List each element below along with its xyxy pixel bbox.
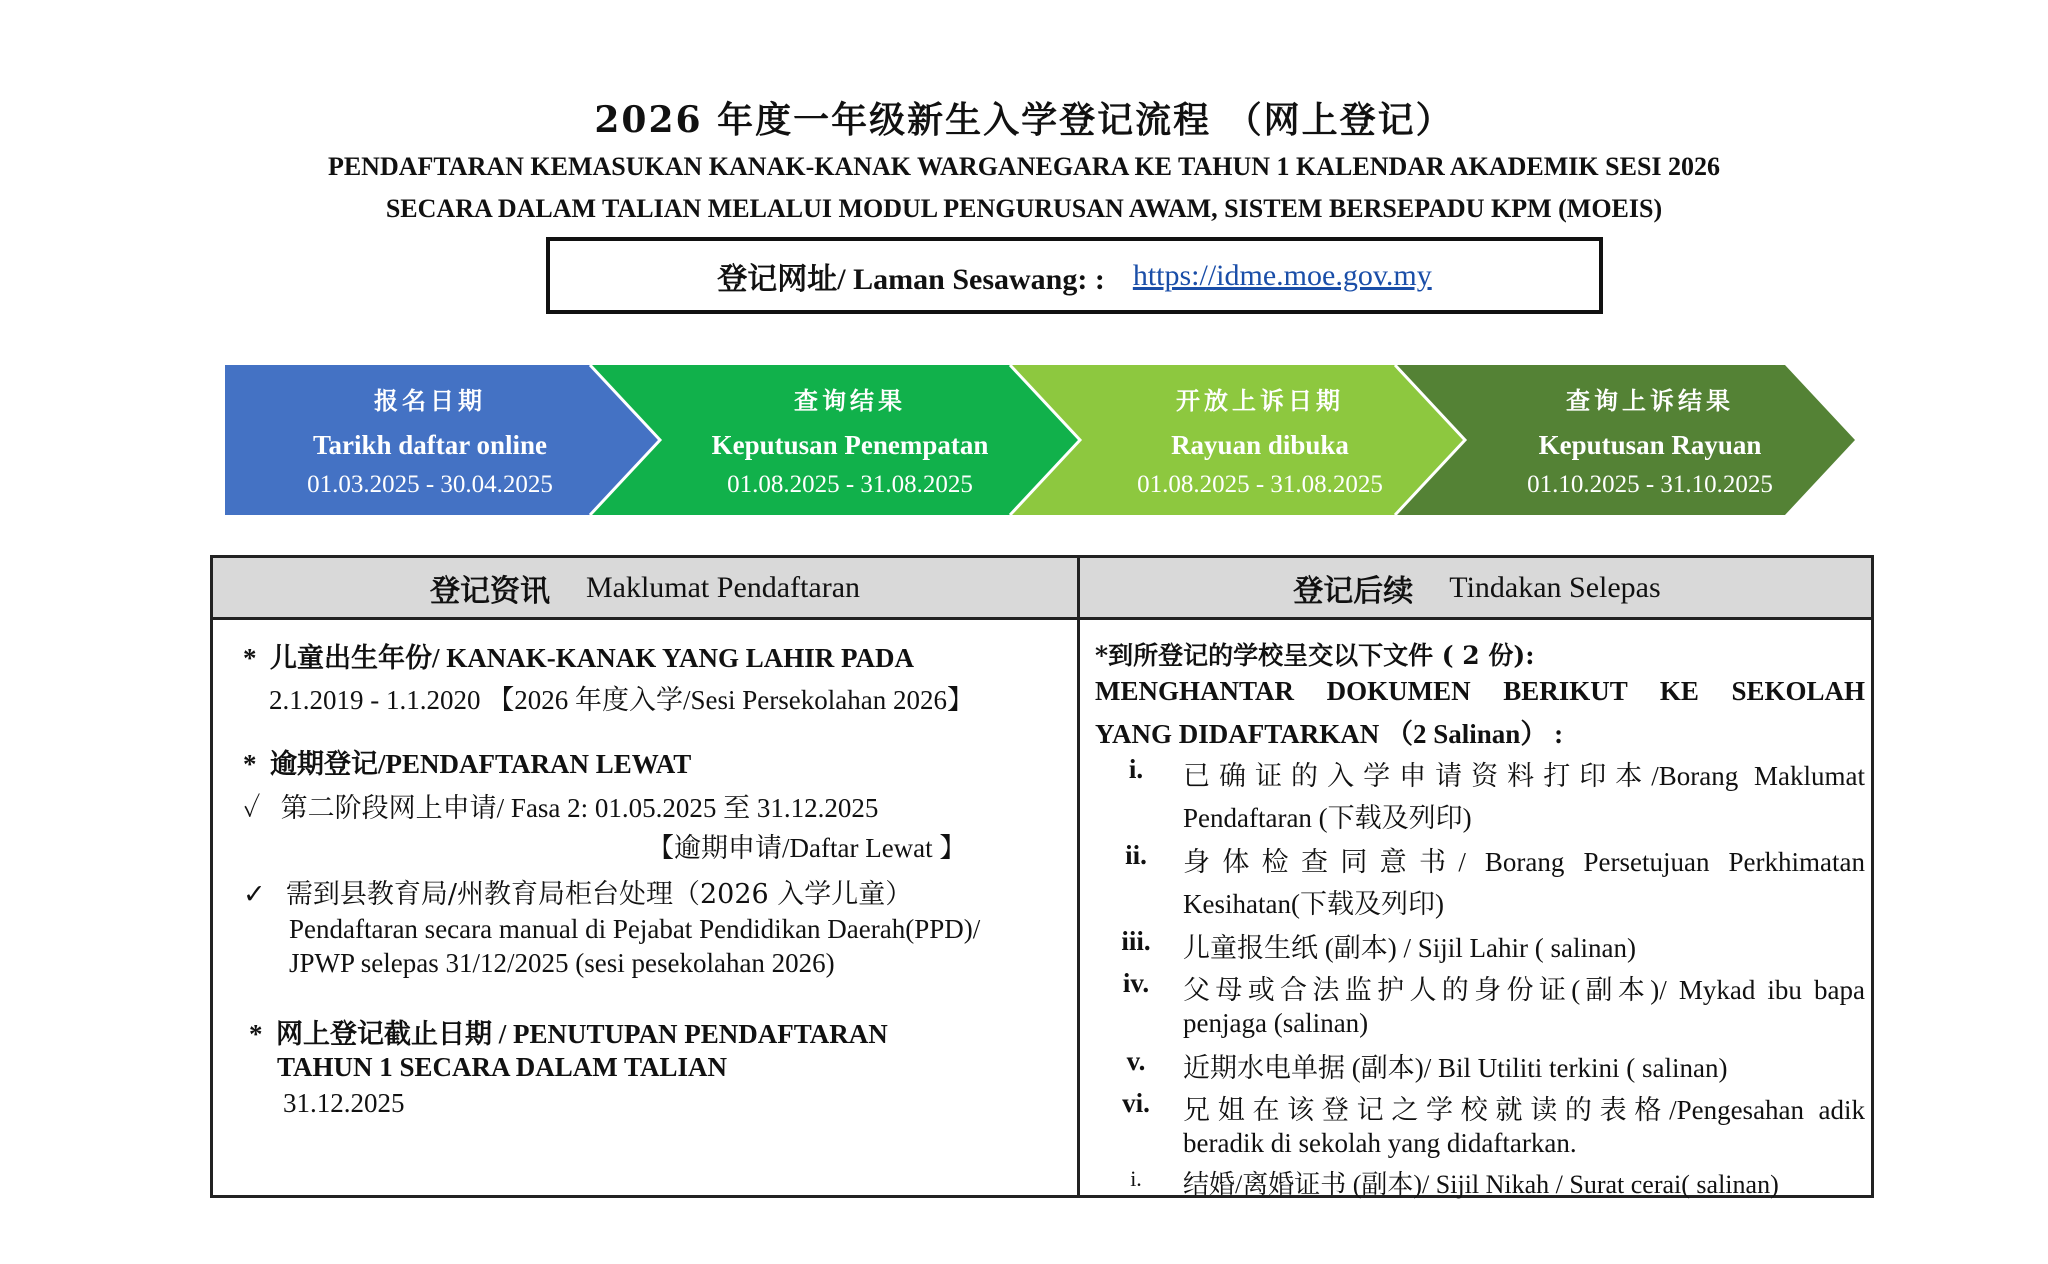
- check-icon: ✓: [243, 879, 266, 909]
- right-column-header: [1080, 558, 1874, 617]
- right-header-ms: Tindakan Selepas: [1449, 570, 1661, 604]
- left-header-zh: 登记资讯: [429, 573, 550, 609]
- documents-intro-ms-line2: YANG DIDAFTARKAN （2 Salinan） :: [1095, 719, 1564, 749]
- phase2-row: [243, 786, 878, 825]
- step-2-zh: 查询结果: [794, 386, 906, 415]
- doc-6-number: vi.: [1122, 1088, 1150, 1118]
- bullet: *: [243, 749, 257, 779]
- doc-7-number: i.: [1130, 1166, 1142, 1191]
- step-4-dates: 01.10.2025 - 31.10.2025: [1527, 471, 1773, 498]
- step-3: [1060, 365, 1460, 515]
- doc-3-line1: 儿童报生纸 (副本) / Sijil Lahir ( salinan): [1183, 933, 1636, 963]
- late-heading-row: [243, 742, 691, 781]
- documents-intro-zh: *到所登记的学校呈交以下文件 ( 2 份):: [1095, 641, 1535, 670]
- manual-ms-line2: JPWP selepas 31/12/2025 (sesi pesekolahan 2026): [289, 948, 835, 978]
- step-3-ms: Rayuan dibuka: [1171, 430, 1349, 460]
- column-divider: [1077, 558, 1080, 1195]
- doc-6-line2: beradik di sekolah yang didaftarkan.: [1183, 1128, 1577, 1158]
- page-subtitle-line2: SECARA DALAM TALIAN MELALUI MODUL PENGURUSAN AWAM, SISTEM BERSEPADU KPM (MOEIS): [385, 194, 1663, 223]
- doc-2-number: ii.: [1125, 840, 1147, 870]
- manual-ms-line1: Pendaftaran secara manual di Pejabat Pendidikan Daerah(PPD)/: [289, 914, 981, 944]
- doc-1-number: i.: [1128, 754, 1144, 784]
- step-2-dates: 01.08.2025 - 31.08.2025: [727, 471, 973, 498]
- step-4: [1450, 365, 1850, 515]
- step-1-dates: 01.03.2025 - 30.04.2025: [307, 471, 553, 498]
- doc-4-line2: penjaga (salinan): [1183, 1008, 1369, 1038]
- phase2-text: 第二阶段网上申请/ Fasa 2: 01.05.2025 至 31.12.2025: [280, 793, 879, 823]
- bullet: *: [249, 1019, 263, 1049]
- doc-5-line1: 近期水电单据 (副本)/ Bil Utiliti terkini ( salinan): [1183, 1053, 1728, 1083]
- website-link[interactable]: https://idme.moe.gov.my: [1132, 258, 1432, 292]
- manual-zh: 需到县教育局/州教育局柜台处理（2026 入学儿童）: [285, 879, 913, 910]
- right-header-zh: 登记后续: [1293, 573, 1414, 609]
- check-icon: ✓: [243, 793, 261, 823]
- doc-7-line1: 结婚/离婚证书 (副本)/ Sijil Nikah / Surat cerai( salinan): [1183, 1170, 1779, 1199]
- step-4-zh: 查询上诉结果: [1566, 386, 1734, 415]
- doc-5-number: v.: [1126, 1046, 1146, 1076]
- left-column-header: [213, 558, 1077, 617]
- doc-2-line2: Kesihatan(下载及列印): [1183, 889, 1444, 919]
- step-3-dates: 01.08.2025 - 31.08.2025: [1137, 471, 1383, 498]
- doc-4-number: iv.: [1122, 968, 1150, 998]
- doc-6-line1: 兄姐在该登记之学校就读的表格/Pengesahan adik: [1183, 1095, 1865, 1125]
- page-subtitle-line1: PENDAFTARAN KEMASUKAN KANAK-KANAK WARGANEGARA KE TAHUN 1 KALENDAR AKADEMIK SESI 2026: [327, 152, 1721, 181]
- close-date: 31.12.2025: [283, 1088, 405, 1118]
- doc-3-number: iii.: [1121, 926, 1151, 956]
- manual-row: [243, 872, 912, 911]
- page-title: 2026 年度一年级新生入学登记流程 （网上登记）: [594, 99, 1454, 141]
- info-table: [210, 555, 1874, 1198]
- birth-range: 2.1.2019 - 1.1.2020 【2026 年度入学/Sesi Persekolahan 2026】: [269, 685, 974, 715]
- step-4-ms: Keputusan Rayuan: [1538, 430, 1762, 460]
- birth-heading-row: [243, 636, 914, 675]
- phase2-note: 【逾期申请/Daftar Lewat 】: [647, 833, 967, 863]
- registration-timeline: [225, 365, 1860, 515]
- close-heading-line1: 网上登记截止日期 / PENUTUPAN PENDAFTARAN: [276, 1019, 888, 1049]
- step-2: [645, 365, 1055, 515]
- doc-4-line1: 父母或合法监护人的身份证(副本)/ Mykad ibu bapa: [1183, 975, 1865, 1005]
- doc-1-line1: 已确证的入学申请资料打印本/Borang Maklumat: [1183, 761, 1865, 791]
- close-heading-line2: TAHUN 1 SECARA DALAM TALIAN: [277, 1052, 728, 1082]
- doc-2-line1: 身体检查同意书/ Borang Persetujuan Perkhimatan: [1183, 847, 1865, 877]
- step-1-ms: Tarikh daftar online: [312, 430, 548, 460]
- late-heading: 逾期登记/PENDAFTARAN LEWAT: [270, 749, 692, 779]
- close-heading-row: [249, 1012, 888, 1051]
- left-header-ms: Maklumat Pendaftaran: [585, 570, 861, 604]
- step-3-zh: 开放上诉日期: [1176, 386, 1344, 415]
- documents-intro-ms-line1: MENGHANTAR DOKUMEN BERIKUT KE SEKOLAH: [1095, 676, 1865, 706]
- step-2-ms: Keputusan Penempatan: [711, 430, 989, 460]
- website-label: 登记网址/ Laman Sesawang: :: [717, 262, 1105, 296]
- step-1-zh: 报名日期: [374, 386, 486, 415]
- website-box: [546, 237, 1603, 314]
- birth-heading: 儿童出生年份/ KANAK-KANAK YANG LAHIR PADA: [270, 643, 915, 673]
- doc-1-line2: Pendaftaran (下载及列印): [1183, 803, 1472, 833]
- bullet: *: [243, 643, 257, 673]
- step-1: [225, 365, 635, 515]
- table-header: [213, 558, 1871, 620]
